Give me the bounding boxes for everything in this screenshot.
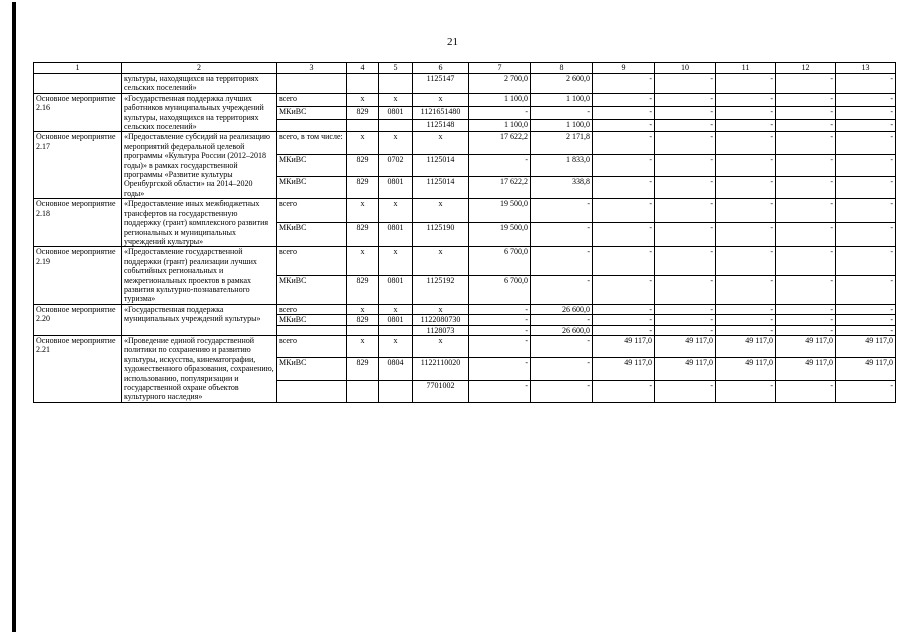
activity-description-cell: «Проведение единой государственной политики по сохранению и развитию культуры, искусства, кинематографии, художественного образования, сохранению, использованию, популяризации и государственной охране объектов культурного наследия» — [122, 335, 277, 402]
value-cell: - — [716, 93, 776, 106]
value-cell: 0801 — [379, 106, 413, 119]
value-cell: x — [379, 93, 413, 106]
table-row — [34, 247, 896, 276]
value-cell: - — [655, 315, 716, 325]
value-cell: - — [836, 177, 896, 199]
value-cell: - — [655, 325, 716, 335]
value-cell: - — [655, 106, 716, 119]
activity-name-cell — [34, 74, 122, 94]
executor-cell — [277, 119, 347, 132]
value-cell: - — [655, 93, 716, 106]
value-cell — [379, 325, 413, 335]
value-cell: - — [776, 106, 836, 119]
value-cell: 0801 — [379, 276, 413, 305]
value-cell: - — [531, 380, 593, 402]
value-cell: 1125014 — [413, 177, 469, 199]
value-cell: - — [593, 247, 655, 276]
value-cell: x — [413, 304, 469, 314]
activity-description-cell: культуры, находящихся на территориях сельских поселений» — [122, 74, 277, 94]
value-cell: 0801 — [379, 177, 413, 199]
value-cell: - — [836, 380, 896, 402]
value-cell: - — [655, 304, 716, 314]
value-cell: - — [776, 380, 836, 402]
value-cell: - — [836, 74, 896, 94]
activity-name-cell: Основное мероприятие 2.21 — [34, 335, 122, 402]
value-cell: - — [776, 132, 836, 154]
value-cell: 49 117,0 — [716, 358, 776, 380]
value-cell: - — [531, 199, 593, 223]
value-cell: x — [379, 304, 413, 314]
value-cell: - — [776, 304, 836, 314]
value-cell: - — [655, 247, 716, 276]
value-cell: - — [655, 380, 716, 402]
table-body — [34, 74, 896, 403]
value-cell: 1 100,0 — [469, 119, 531, 132]
value-cell: - — [776, 247, 836, 276]
value-cell: - — [716, 199, 776, 223]
value-cell: 49 117,0 — [776, 358, 836, 380]
column-header: 12 — [776, 63, 836, 74]
value-cell: x — [347, 304, 379, 314]
value-cell: - — [716, 132, 776, 154]
value-cell: - — [836, 223, 896, 247]
value-cell: x — [347, 132, 379, 154]
value-cell: - — [776, 199, 836, 223]
executor-cell: всего — [277, 247, 347, 276]
value-cell: - — [531, 247, 593, 276]
executor-cell: МКиВС — [277, 276, 347, 305]
value-cell: 19 500,0 — [469, 223, 531, 247]
value-cell: - — [655, 177, 716, 199]
value-cell — [347, 325, 379, 335]
value-cell: x — [347, 93, 379, 106]
value-cell: 26 600,0 — [531, 304, 593, 314]
value-cell: - — [531, 335, 593, 357]
value-cell: 6 700,0 — [469, 247, 531, 276]
value-cell: 338,8 — [531, 177, 593, 199]
value-cell: - — [593, 93, 655, 106]
value-cell: 1 100,0 — [469, 93, 531, 106]
value-cell: 19 500,0 — [469, 199, 531, 223]
table-row — [34, 93, 896, 106]
executor-cell: всего — [277, 304, 347, 314]
value-cell: 26 600,0 — [531, 325, 593, 335]
value-cell: - — [836, 106, 896, 119]
activity-description-cell: «Государственная поддержка муниципальных учреждений культуры» — [122, 304, 277, 335]
value-cell: - — [836, 315, 896, 325]
value-cell: - — [593, 380, 655, 402]
value-cell: - — [469, 335, 531, 357]
value-cell: 1 833,0 — [531, 154, 593, 176]
value-cell: - — [531, 315, 593, 325]
value-cell: 2 700,0 — [469, 74, 531, 94]
value-cell: - — [716, 223, 776, 247]
value-cell: - — [655, 276, 716, 305]
value-cell: - — [716, 325, 776, 335]
value-cell: x — [413, 335, 469, 357]
executor-cell: МКиВС — [277, 106, 347, 119]
value-cell: - — [593, 304, 655, 314]
table-row — [34, 304, 896, 314]
value-cell: - — [716, 304, 776, 314]
value-cell: - — [655, 154, 716, 176]
value-cell: - — [836, 247, 896, 276]
value-cell — [379, 74, 413, 94]
value-cell: - — [655, 223, 716, 247]
value-cell: - — [655, 199, 716, 223]
value-cell: 829 — [347, 315, 379, 325]
executor-cell: всего — [277, 199, 347, 223]
value-cell: - — [593, 106, 655, 119]
value-cell: x — [379, 199, 413, 223]
column-header: 13 — [836, 63, 896, 74]
scan-edge-bar — [12, 2, 16, 632]
value-cell: - — [776, 74, 836, 94]
value-cell: 49 117,0 — [776, 335, 836, 357]
column-header: 5 — [379, 63, 413, 74]
value-cell: - — [469, 380, 531, 402]
executor-cell — [277, 325, 347, 335]
value-cell: 49 117,0 — [593, 358, 655, 380]
executor-cell — [277, 380, 347, 402]
value-cell: 1125014 — [413, 154, 469, 176]
activity-name-cell: Основное мероприятие 2.18 — [34, 199, 122, 247]
value-cell: 1122080730 — [413, 315, 469, 325]
value-cell: 1128073 — [413, 325, 469, 335]
value-cell: - — [469, 304, 531, 314]
value-cell: - — [593, 325, 655, 335]
column-header: 3 — [277, 63, 347, 74]
value-cell: - — [716, 247, 776, 276]
value-cell: 49 117,0 — [655, 335, 716, 357]
column-header: 7 — [469, 63, 531, 74]
value-cell: x — [413, 132, 469, 154]
value-cell: 0801 — [379, 315, 413, 325]
value-cell: - — [776, 93, 836, 106]
value-cell: 49 117,0 — [655, 358, 716, 380]
value-cell: - — [593, 132, 655, 154]
value-cell: 17 622,2 — [469, 177, 531, 199]
value-cell: - — [593, 223, 655, 247]
value-cell: x — [379, 335, 413, 357]
activity-name-cell: Основное мероприятие 2.16 — [34, 93, 122, 132]
value-cell: - — [836, 93, 896, 106]
value-cell: - — [776, 325, 836, 335]
activity-description-cell: «Предоставление иных межбюджетных трансфертов на государственную поддержку (грант) комплексного развития региональных и муниципальных учреждений культуры» — [122, 199, 277, 247]
value-cell: x — [379, 247, 413, 276]
column-header: 10 — [655, 63, 716, 74]
activity-description-cell: «Предоставление государственной поддержки (грант) реализации лучших событийных региональных и межрегиональных проектов в рамках развития культурно-познавательного туризма» — [122, 247, 277, 304]
value-cell: - — [836, 154, 896, 176]
value-cell — [379, 380, 413, 402]
value-cell: 49 117,0 — [716, 335, 776, 357]
value-cell: 0702 — [379, 154, 413, 176]
value-cell: - — [469, 154, 531, 176]
value-cell: - — [531, 276, 593, 305]
value-cell: - — [531, 358, 593, 380]
value-cell: - — [836, 119, 896, 132]
value-cell: 1 100,0 — [531, 119, 593, 132]
executor-cell: всего — [277, 335, 347, 357]
value-cell: - — [836, 132, 896, 154]
value-cell: - — [716, 315, 776, 325]
value-cell: 2 600,0 — [531, 74, 593, 94]
value-cell: - — [593, 177, 655, 199]
value-cell: - — [716, 74, 776, 94]
value-cell: 1125148 — [413, 119, 469, 132]
value-cell: 49 117,0 — [836, 358, 896, 380]
column-header: 2 — [122, 63, 277, 74]
value-cell: - — [469, 325, 531, 335]
value-cell: - — [716, 276, 776, 305]
value-cell: - — [531, 223, 593, 247]
budget-table — [33, 62, 896, 403]
value-cell: - — [655, 74, 716, 94]
executor-cell: МКиВС — [277, 154, 347, 176]
value-cell: 49 117,0 — [593, 335, 655, 357]
column-header: 1 — [34, 63, 122, 74]
value-cell: x — [379, 132, 413, 154]
table-row — [34, 335, 896, 357]
value-cell: 7701002 — [413, 380, 469, 402]
column-header: 8 — [531, 63, 593, 74]
value-cell — [347, 74, 379, 94]
value-cell: - — [716, 154, 776, 176]
column-header: 6 — [413, 63, 469, 74]
executor-cell — [277, 74, 347, 94]
value-cell: - — [776, 276, 836, 305]
value-cell: 1125147 — [413, 74, 469, 94]
value-cell: - — [469, 106, 531, 119]
value-cell: - — [593, 199, 655, 223]
value-cell: x — [347, 335, 379, 357]
value-cell — [379, 119, 413, 132]
value-cell: - — [716, 119, 776, 132]
page-number: 21 — [447, 36, 458, 48]
header-row — [34, 63, 896, 74]
value-cell: - — [716, 380, 776, 402]
value-cell: 6 700,0 — [469, 276, 531, 305]
value-cell: 1125190 — [413, 223, 469, 247]
activity-description-cell: «Предоставление субсидий на реализацию мероприятий федеральной целевой программы «Культура России (2012–2018 годы)» в рамках государственной программы «Развитие культуры Оренбургской области» на 2014–2020 годы» — [122, 132, 277, 199]
value-cell: - — [531, 106, 593, 119]
value-cell: x — [413, 199, 469, 223]
value-cell: - — [716, 106, 776, 119]
value-cell: 17 622,2 — [469, 132, 531, 154]
value-cell: 829 — [347, 223, 379, 247]
value-cell: - — [776, 177, 836, 199]
value-cell: - — [776, 154, 836, 176]
value-cell — [347, 119, 379, 132]
value-cell: - — [593, 315, 655, 325]
activity-name-cell: Основное мероприятие 2.20 — [34, 304, 122, 335]
value-cell: 829 — [347, 154, 379, 176]
value-cell: 829 — [347, 358, 379, 380]
value-cell: - — [593, 154, 655, 176]
column-header: 9 — [593, 63, 655, 74]
value-cell: 49 117,0 — [836, 335, 896, 357]
value-cell: - — [776, 315, 836, 325]
activity-name-cell: Основное мероприятие 2.19 — [34, 247, 122, 304]
value-cell: 829 — [347, 276, 379, 305]
value-cell: 0801 — [379, 223, 413, 247]
value-cell: 1122110020 — [413, 358, 469, 380]
value-cell — [347, 380, 379, 402]
executor-cell: МКиВС — [277, 315, 347, 325]
activity-name-cell: Основное мероприятие 2.17 — [34, 132, 122, 199]
activity-description-cell: «Государственная поддержка лучших работников муниципальных учреждений культуры, находящихся на территориях сельских поселений» — [122, 93, 277, 132]
executor-cell: всего — [277, 93, 347, 106]
value-cell: - — [716, 177, 776, 199]
value-cell: - — [655, 119, 716, 132]
column-header: 11 — [716, 63, 776, 74]
value-cell: - — [836, 276, 896, 305]
value-cell: - — [776, 223, 836, 247]
column-header: 4 — [347, 63, 379, 74]
table-row — [34, 132, 896, 154]
value-cell: x — [347, 247, 379, 276]
table-row — [34, 199, 896, 223]
value-cell: - — [469, 358, 531, 380]
value-cell: - — [836, 199, 896, 223]
value-cell: - — [655, 132, 716, 154]
value-cell: - — [836, 304, 896, 314]
value-cell: 0804 — [379, 358, 413, 380]
table-row — [34, 74, 896, 94]
value-cell: - — [776, 119, 836, 132]
value-cell: - — [469, 315, 531, 325]
value-cell: 1125192 — [413, 276, 469, 305]
value-cell: 1121651480 — [413, 106, 469, 119]
executor-cell: МКиВС — [277, 177, 347, 199]
value-cell: 829 — [347, 106, 379, 119]
executor-cell: МКиВС — [277, 223, 347, 247]
value-cell: x — [413, 93, 469, 106]
value-cell: - — [593, 276, 655, 305]
value-cell: - — [593, 74, 655, 94]
executor-cell: МКиВС — [277, 358, 347, 380]
value-cell: x — [413, 247, 469, 276]
value-cell: 1 100,0 — [531, 93, 593, 106]
executor-cell: всего, в том числе: — [277, 132, 347, 154]
value-cell: - — [836, 325, 896, 335]
value-cell: 2 171,8 — [531, 132, 593, 154]
value-cell: - — [593, 119, 655, 132]
value-cell: 829 — [347, 177, 379, 199]
value-cell: x — [347, 199, 379, 223]
